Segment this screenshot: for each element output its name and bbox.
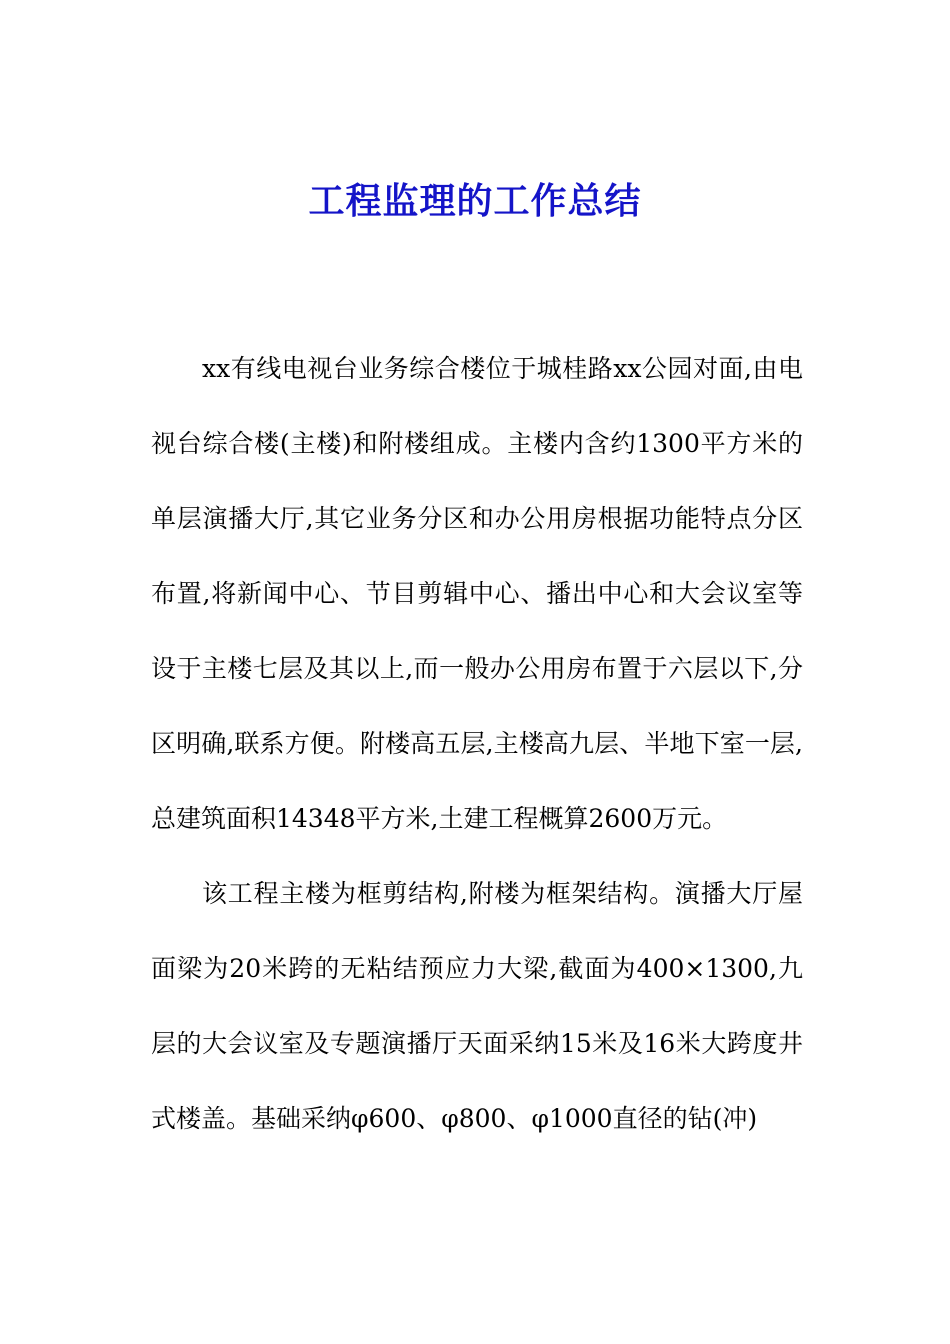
paragraph: xx有线电视台业务综合楼位于城桂路xx公园对面,由电视台综合楼(主楼)和附楼组成。主楼内含约1300平方米的单层演播大厅,其它业务分区和办公用房根据功能特点分区布置,将新闻中心、节目剪辑中心、播出中心和大会议室等设于主楼七层及其以上,而一般办公用房布置于六层以下,分区明确,联系方便。附楼高五层,主楼高九层、半地下室一层,总建筑面积14348平方米,土建工程概算2600万元。 (151, 354, 803, 833)
document-title: 工程监理的工作总结 (308, 181, 642, 222)
document-body (151, 331, 803, 1156)
paragraph: 该工程主楼为框剪结构,附楼为框架结构。演播大厅屋面梁为20米跨的无粘结预应力大梁,截面为400×1300,九层的大会议室及专题演播厅天面采纳15米及16米大跨度井式楼盖。基础采纳φ600、φ800、φ1000直径的钻(冲) (151, 879, 803, 1133)
